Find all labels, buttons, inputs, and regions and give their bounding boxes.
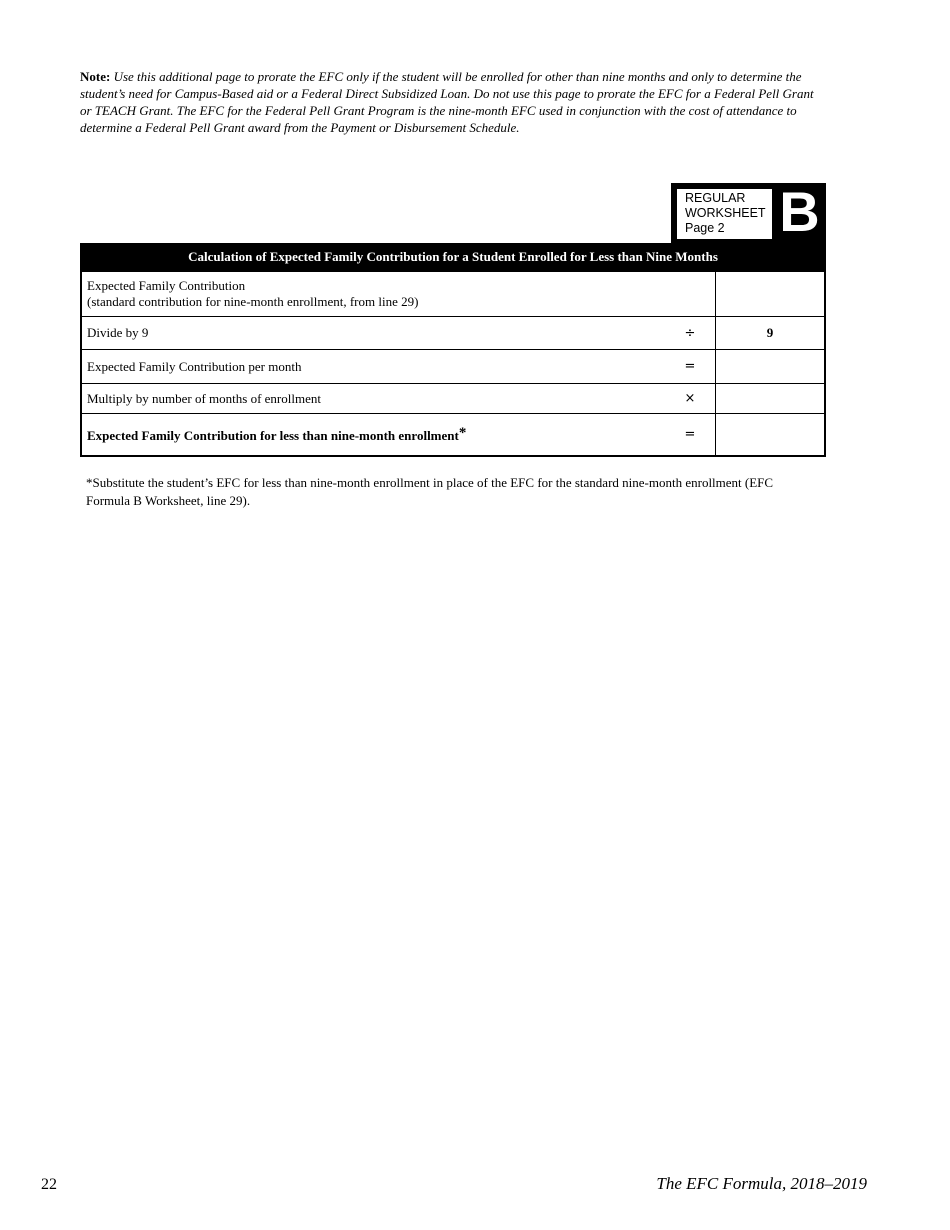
result-label: Expected Family Contribution for less than nine-month enrollment — [87, 428, 459, 443]
row-label-sub: (standard contribution for nine-month enrollment, from line 29) — [87, 294, 419, 309]
row-label: Multiply by number of months of enrollment — [87, 390, 321, 406]
equals-operator: = — [684, 427, 696, 442]
footer-title: The EFC Formula, 2018–2019 — [656, 1174, 867, 1193]
result-input-cell[interactable] — [715, 414, 824, 455]
table-title: Calculation of Expected Family Contribution for a Student Enrolled for Less than Nine Months — [80, 243, 826, 271]
row-label: Divide by 9 — [87, 325, 149, 340]
row-label — [82, 272, 665, 316]
divide-operator: ÷ — [684, 325, 696, 341]
efc-input-cell[interactable] — [715, 272, 824, 316]
table-row-months — [82, 383, 824, 413]
table-row-efc — [82, 271, 824, 316]
efc-calculation-table — [80, 243, 826, 457]
tab-line-worksheet: WORKSHEET — [685, 206, 766, 220]
page-number: 22 — [41, 1176, 57, 1193]
months-input-cell[interactable] — [715, 384, 824, 413]
table-row-result — [82, 413, 824, 455]
worksheet-tab — [671, 180, 826, 243]
table-row-divide — [82, 316, 824, 349]
note-paragraph — [80, 68, 826, 136]
footnote: *Substitute the student’s EFC for less than nine-month enrollment in place of the EFC for the standard nine-month enrollment (EFC Formula B Worksheet, line 29). — [86, 475, 774, 508]
note-text: Use this additional page to prorate the EFC only if the student will be enrolled for other than nine months and only to determine the student’s need for Campus-Based aid or a Federal Direct Subsidized Loan. Do not use this page to prorate the EFC for a Federal Pell Grant or TEACH Grant. The EFC for the Federal Pell Grant Program is the nine-month EFC used in conjunction with the cost of attendance to determine a Federal Pell Grant award from the Payment or Disbursement Schedule. — [80, 69, 814, 135]
note-lead: Note: — [80, 69, 111, 84]
per-month-input-cell[interactable] — [715, 350, 824, 383]
row-label-main: Expected Family Contribution — [87, 278, 246, 293]
table-row-per-month — [82, 349, 824, 383]
multiply-operator: × — [684, 391, 696, 406]
worksheet-tab-label — [677, 189, 772, 239]
row-operator — [665, 272, 715, 316]
equals-operator: = — [684, 359, 696, 374]
row-label: Expected Family Contribution per month — [87, 358, 302, 374]
tab-line-page: Page 2 — [685, 221, 725, 235]
worksheet-letter: B — [779, 180, 820, 243]
row-label — [82, 414, 665, 455]
footnote-marker: * — [458, 425, 467, 441]
tab-line-regular: REGULAR — [685, 191, 746, 205]
divisor-cell: 9 — [715, 317, 824, 349]
